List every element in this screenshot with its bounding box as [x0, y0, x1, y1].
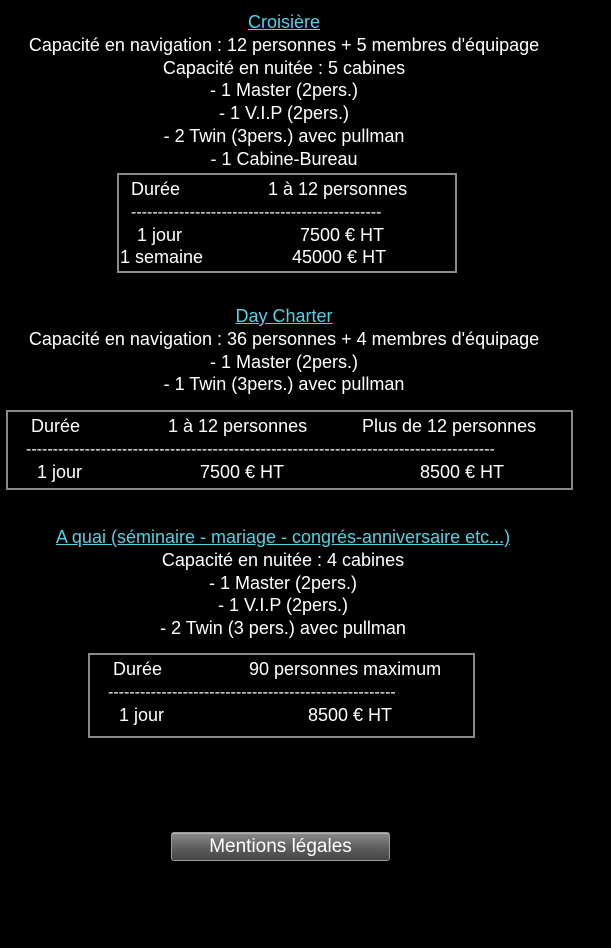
table-row-duration: 1 semaine: [120, 247, 204, 267]
croisiere-capacity-nights: Capacité en nuitée : 5 cabines: [162, 58, 406, 78]
a-quai-price-table: [88, 653, 475, 738]
table-header-90-persons-max: 90 personnes maximum: [249, 659, 442, 679]
table-header-1-12-persons: 1 à 12 personnes: [168, 416, 308, 436]
table-row-duration: 1 jour: [37, 462, 83, 482]
croisiere-price-table: [117, 173, 457, 273]
croisiere-cabin-master: - 1 Master (2pers.): [209, 80, 359, 100]
table-row-price-over-12: 8500 € HT: [420, 462, 505, 482]
table-row-price: 8500 € HT: [308, 705, 393, 725]
legal-notice-button[interactable]: Mentions légales: [171, 832, 390, 861]
day-charter-cabin-twin: - 1 Twin (3pers.) avec pullman: [163, 374, 405, 394]
table-row-price: 7500 € HT: [300, 225, 385, 245]
table-row-duration: 1 jour: [119, 705, 165, 725]
table-header-duration: Durée: [131, 179, 181, 199]
table-header-duration: Durée: [31, 416, 81, 436]
table-header-1-12-persons: 1 à 12 personnes: [268, 179, 408, 199]
croisiere-title-link[interactable]: Croisière: [247, 12, 321, 32]
table-header-over-12-persons: Plus de 12 personnes: [362, 416, 537, 436]
a-quai-title-link[interactable]: A quai (séminaire - mariage - congrés-anniversaire etc...): [55, 527, 511, 547]
a-quai-cabin-twin: - 2 Twin (3 pers.) avec pullman: [160, 618, 406, 638]
table-row-price: 7500 € HT: [200, 462, 285, 482]
day-charter-price-table: [6, 410, 573, 490]
croisiere-capacity-navigation: Capacité en navigation : 12 personnes + 5 membres d'équipage: [28, 35, 540, 55]
a-quai-cabin-master: - 1 Master (2pers.): [208, 573, 358, 593]
table-row-price: 45000 € HT: [292, 247, 387, 267]
day-charter-title-link[interactable]: Day Charter: [235, 306, 333, 326]
a-quai-cabin-vip: - 1 V.I.P (2pers.): [217, 595, 349, 615]
croisiere-cabin-twin: - 2 Twin (3pers.) avec pullman: [163, 126, 405, 146]
table-separator: ----------------------------------------------------------------------------------------: [26, 441, 495, 458]
table-header-duration: Durée: [113, 659, 163, 679]
day-charter-cabin-master: - 1 Master (2pers.): [209, 352, 359, 372]
croisiere-cabin-vip: - 1 V.I.P (2pers.): [218, 103, 350, 123]
table-separator: -----------------------------------------------: [131, 204, 382, 221]
a-quai-capacity-nights: Capacité en nuitée : 4 cabines: [161, 550, 405, 570]
croisiere-cabin-office: - 1 Cabine-Bureau: [210, 149, 358, 169]
table-separator: ------------------------------------------------------: [108, 684, 396, 701]
table-row-duration: 1 jour: [137, 225, 183, 245]
day-charter-capacity-navigation: Capacité en navigation : 36 personnes + 4 membres d'équipage: [28, 329, 540, 349]
